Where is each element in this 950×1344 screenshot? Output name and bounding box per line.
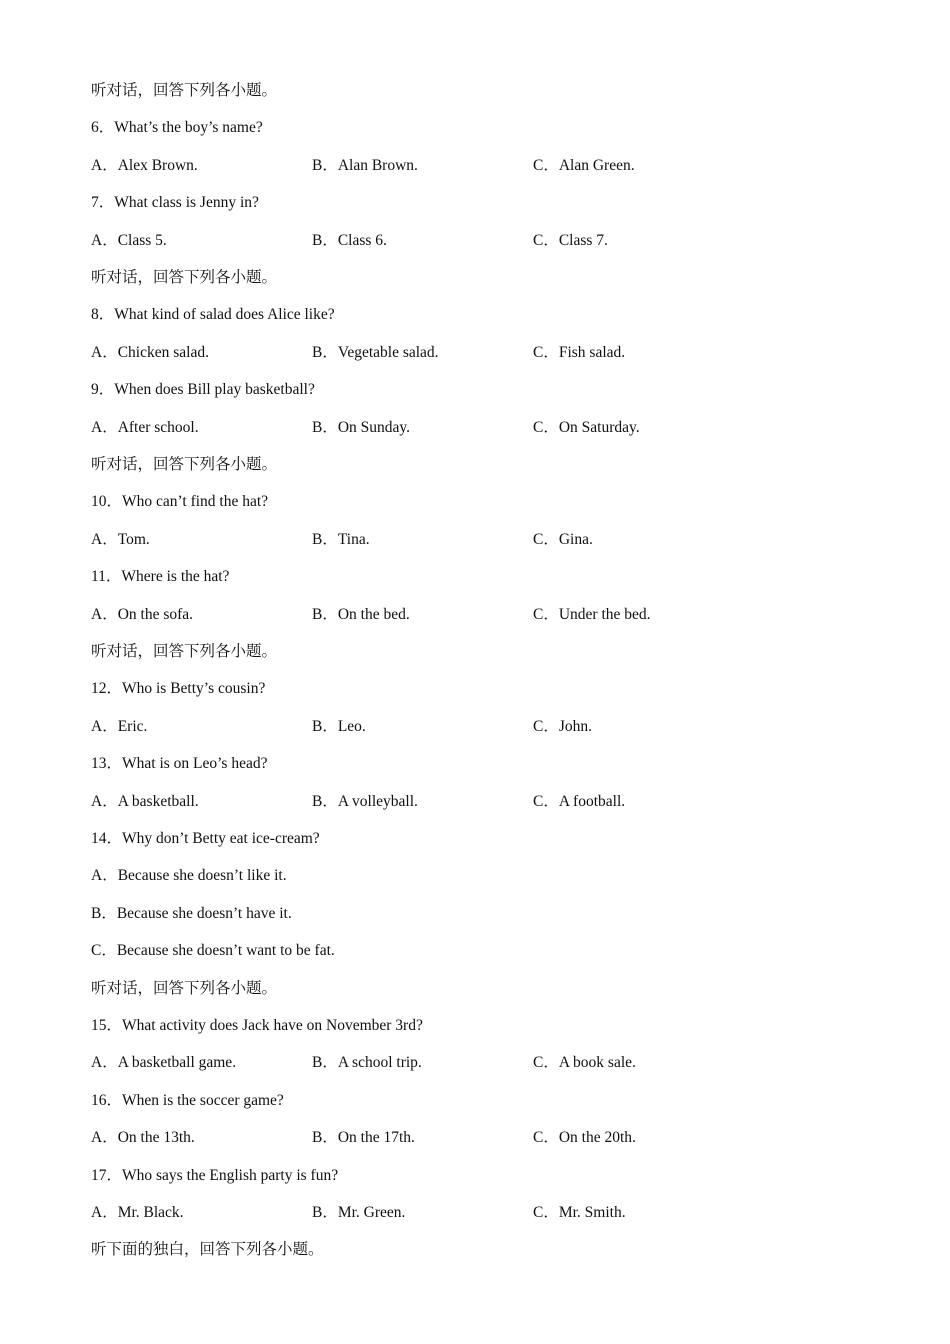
option-c: C．John. — [533, 718, 592, 735]
option-a: A．Mr. Black. — [91, 1204, 184, 1221]
section-instruction: 听对话，回答下列各小题。 — [91, 269, 278, 286]
section-instruction: 听下面的独白，回答下列各小题。 — [91, 1241, 324, 1258]
option-b: B．Mr. Green. — [312, 1204, 406, 1221]
question-text: 6．What’s the boy’s name? — [91, 119, 263, 136]
question-text: 12．Who is Betty’s cousin? — [91, 680, 266, 697]
option-a: A．On the 13th. — [91, 1129, 195, 1146]
option-c: C．Class 7. — [533, 232, 608, 249]
option-b: B．Tina. — [312, 531, 370, 548]
question-text: 15．What activity does Jack have on November 3rd? — [91, 1017, 423, 1034]
option-c: C．On the 20th. — [533, 1129, 636, 1146]
option-c: C．Alan Green. — [533, 157, 635, 174]
option-a: A．Chicken salad. — [91, 344, 209, 361]
question-text: 7．What class is Jenny in? — [91, 194, 259, 211]
option-b: B．On the bed. — [312, 606, 410, 623]
option-b: B．Leo. — [312, 718, 366, 735]
section-instruction: 听对话，回答下列各小题。 — [91, 82, 278, 99]
option-a: A．A basketball. — [91, 793, 199, 810]
option-b: B．Vegetable salad. — [312, 344, 439, 361]
option-a: A．Eric. — [91, 718, 148, 735]
question-text: A．Because she doesn’t like it. — [91, 867, 287, 884]
question-text: 9．When does Bill play basketball? — [91, 381, 315, 398]
option-b: B．On Sunday. — [312, 419, 411, 436]
option-c: C．Under the bed. — [533, 606, 651, 623]
question-text: 14．Why don’t Betty eat ice-cream? — [91, 830, 320, 847]
question-text: B．Because she doesn’t have it. — [91, 905, 292, 922]
question-text: C．Because she doesn’t want to be fat. — [91, 942, 335, 959]
option-b: B．On the 17th. — [312, 1129, 415, 1146]
question-text: 8．What kind of salad does Alice like? — [91, 306, 335, 323]
option-c: C．Mr. Smith. — [533, 1204, 626, 1221]
section-instruction: 听对话，回答下列各小题。 — [91, 456, 278, 473]
option-c: C．On Saturday. — [533, 419, 640, 436]
option-b: B．A school trip. — [312, 1054, 422, 1071]
option-c: C．A football. — [533, 793, 626, 810]
option-c: C．Gina. — [533, 531, 593, 548]
question-text: 16．When is the soccer game? — [91, 1092, 284, 1109]
option-a: A．On the sofa. — [91, 606, 194, 623]
option-a: A．Class 5. — [91, 232, 167, 249]
section-instruction: 听对话，回答下列各小题。 — [91, 980, 278, 997]
option-b: B．A volleyball. — [312, 793, 418, 810]
question-text: 13．What is on Leo’s head? — [91, 755, 268, 772]
option-a: A．Alex Brown. — [91, 157, 198, 174]
question-text: 17．Who says the English party is fun? — [91, 1167, 339, 1184]
section-instruction: 听对话，回答下列各小题。 — [91, 643, 278, 660]
option-a: A．After school. — [91, 419, 199, 436]
option-a: A．Tom. — [91, 531, 150, 548]
option-c: C．A book sale. — [533, 1054, 636, 1071]
question-text: 11．Where is the hat? — [91, 568, 230, 585]
option-b: B．Class 6. — [312, 232, 387, 249]
question-text: 10．Who can’t find the hat? — [91, 493, 269, 510]
option-a: A．A basketball game. — [91, 1054, 237, 1071]
option-b: B．Alan Brown. — [312, 157, 418, 174]
option-c: C．Fish salad. — [533, 344, 626, 361]
